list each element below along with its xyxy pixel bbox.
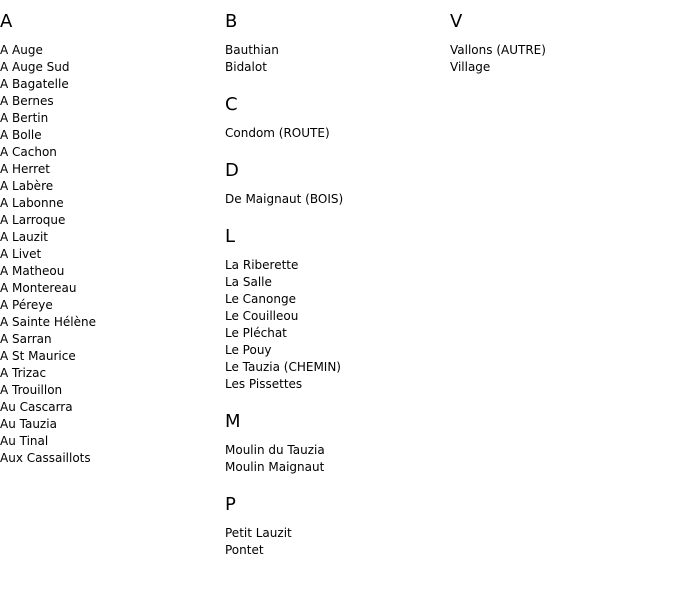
place-item: A Larroque (0, 213, 66, 227)
place-item: A Herret (0, 162, 50, 176)
place-item: A St Maurice (0, 349, 76, 363)
place-item: A Péreye (0, 298, 53, 312)
place-item: A Cachon (0, 145, 57, 159)
place-item: A Bolle (0, 128, 42, 142)
place-item: A Bagatelle (0, 77, 69, 91)
place-item: A Trizac (0, 366, 47, 380)
place-item: A Sainte Hélène (0, 315, 96, 329)
place-item: Pontet (225, 543, 264, 557)
place-item: Moulin Maignaut (225, 460, 325, 474)
place-item: Vallons (AUTRE) (450, 43, 546, 57)
place-item: Le Tauzia (CHEMIN) (225, 360, 341, 374)
place-item: La Riberette (225, 258, 299, 272)
place-list (450, 42, 670, 76)
place-list (225, 191, 445, 208)
place-item: A Auge Sud (0, 60, 70, 74)
letter-group (450, 10, 670, 76)
place-item: A Trouillon (0, 383, 63, 397)
index-column (450, 10, 670, 76)
place-list (0, 42, 220, 467)
place-item: Le Couilleou (225, 309, 299, 323)
index-column (0, 10, 220, 467)
place-item: A Livet (0, 247, 42, 261)
index-column (225, 10, 445, 559)
place-item: Au Tinal (0, 434, 49, 448)
place-item: A Labonne (0, 196, 64, 210)
place-item: De Maignaut (BOIS) (225, 192, 344, 206)
place-item: Bauthian (225, 43, 279, 57)
place-item: Moulin du Tauzia (225, 443, 325, 457)
place-item: Au Tauzia (0, 417, 57, 431)
place-list (225, 525, 445, 559)
place-item: Petit Lauzit (225, 526, 292, 540)
place-item: La Salle (225, 275, 272, 289)
letter-heading: P (225, 494, 236, 515)
place-item: Condom (ROUTE) (225, 126, 330, 140)
place-item: A Lauzit (0, 230, 49, 244)
place-item: A Bernes (0, 94, 54, 108)
place-item: Le Pléchat (225, 326, 287, 340)
letter-group (225, 493, 445, 559)
place-item: Bidalot (225, 60, 267, 74)
place-item: A Bertin (0, 111, 49, 125)
letter-heading: A (0, 11, 13, 32)
letter-group (225, 410, 445, 476)
letter-heading: B (225, 11, 238, 32)
place-item: Au Cascarra (0, 400, 73, 414)
place-item: Le Canonge (225, 292, 296, 306)
place-list (225, 442, 445, 476)
place-item: Les Pissettes (225, 377, 303, 391)
place-list (225, 125, 445, 142)
place-item: A Labère (0, 179, 54, 193)
place-item: A Auge (0, 43, 43, 57)
letter-heading: C (225, 94, 238, 115)
place-item: A Matheou (0, 264, 65, 278)
letter-heading: D (225, 160, 239, 181)
place-list (225, 257, 445, 393)
place-item: A Sarran (0, 332, 52, 346)
letter-heading: M (225, 411, 241, 432)
place-list (225, 42, 445, 76)
place-item: A Montereau (0, 281, 77, 295)
place-item: Village (450, 60, 491, 74)
letter-group (225, 10, 445, 76)
letter-group (225, 225, 445, 393)
place-item: Aux Cassaillots (0, 451, 91, 465)
place-item: Le Pouy (225, 343, 272, 357)
letter-group (0, 10, 220, 467)
letter-heading: V (450, 11, 463, 32)
letter-group (225, 159, 445, 208)
letter-group (225, 93, 445, 142)
letter-heading: L (225, 226, 236, 247)
